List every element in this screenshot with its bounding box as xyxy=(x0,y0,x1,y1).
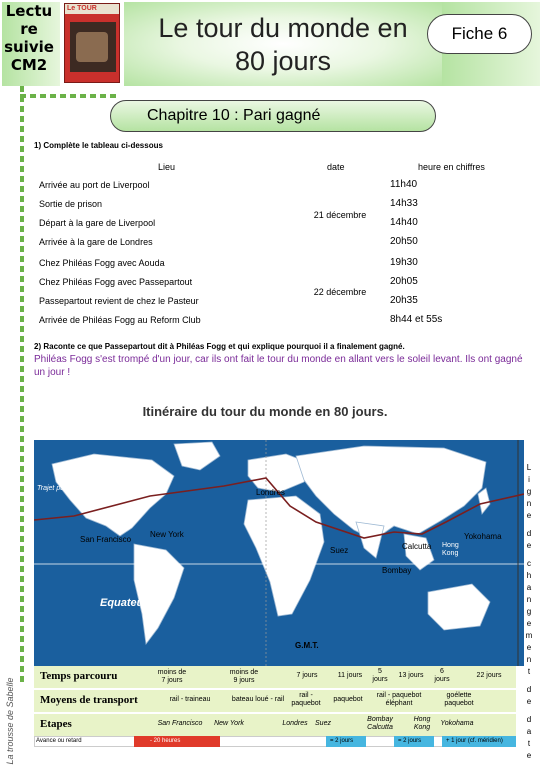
col-date: date xyxy=(327,162,345,172)
date-cell-1: 21 décembre xyxy=(313,210,367,220)
trajet-label: Trajet parcouru xyxy=(37,485,84,492)
table-row: Arrivée à la gare de Londres 20h50 xyxy=(39,236,418,247)
map-title: Itinéraire du tour du monde en 80 jours. xyxy=(142,404,388,419)
ligne-changement-date: L i g n e d e c h a n g e m e n t d e d a t e xyxy=(525,463,533,760)
title-banner xyxy=(124,2,442,86)
strip-etapes: Etapes San Francisco New York Londres Suez Bombay Calcutta Hong Kong Yokohama xyxy=(34,714,516,736)
city-suez: Suez xyxy=(330,546,349,555)
city-san-francisco: San Francisco xyxy=(80,535,132,544)
table-row: Départ à la gare de Liverpool 14h40 xyxy=(39,217,418,228)
series-label: Lectu re suivie CM2 xyxy=(4,2,54,74)
equator-label: Equateur xyxy=(100,597,148,609)
gmt-label: G.M.T. xyxy=(295,641,319,650)
col-lieu: Lieu xyxy=(158,162,176,172)
table-row: Passepartout revient de chez le Pasteur 20h35 xyxy=(39,295,418,306)
decorative-dashed-line xyxy=(20,94,120,98)
credit-vertical: La trousse de Sabelle xyxy=(5,677,15,765)
book-cover-image xyxy=(64,3,120,83)
strip-moyens: Moyens de transport rail - traineau bateau loué - rail rail - paquebot paquebot rail - paquebot éléphant goélette paquebot xyxy=(34,690,516,712)
table-row: Arrivée de Philéas Fogg au Reform Club 8h44 et 55s xyxy=(39,314,443,325)
city-hong-kong: Hong Kong xyxy=(442,542,459,557)
city-bombay: Bombay xyxy=(382,566,412,575)
legend-strip: Avance ou retard - 20 heures = 2 jours = 2 jours + 1 jour (cf. méridien) xyxy=(34,736,516,747)
city-calcutta: Calcutta xyxy=(402,542,432,551)
question-2: 2) Raconte ce que Passepartout dit à Philéas Fogg et qui explique pourquoi il a finalement gagné. xyxy=(34,342,405,351)
city-londres: Londres xyxy=(256,488,285,497)
city-new-york: New York xyxy=(150,530,184,539)
col-heure: heure en chiffres xyxy=(418,162,485,172)
date-cell-2: 22 décembre xyxy=(313,287,367,297)
page-title: Le tour du monde en 80 jours xyxy=(158,13,408,76)
table-row: Chez Philéas Fogg avec Passepartout 20h05 xyxy=(39,276,418,287)
fiche-badge: Fiche 6 xyxy=(427,14,532,54)
table-row: Arrivée au port de Liverpool 11h40 xyxy=(39,179,418,190)
question-1: 1) Complète le tableau ci-dessous xyxy=(34,141,163,150)
answer-text: Philéas Fogg s'est trompé d'un jour, car ils ont fait le tour du monde en allant vers le soleil levant. Ils ont gagné un jour ! xyxy=(34,354,523,378)
itinerary-map xyxy=(34,394,530,664)
table-header xyxy=(34,158,530,175)
cover-title: Le TOUR xyxy=(67,5,97,12)
answer-table xyxy=(34,158,530,330)
strip-temps: Temps parcouru moins de 7 jours moins de 9 jours 7 jours 11 jours 5 jours 13 jours 6 jours 22 jours xyxy=(34,666,516,688)
table-row: Sortie de prison 14h33 xyxy=(39,198,418,209)
city-yokohama: Yokohama xyxy=(464,532,502,541)
chapter-title: Chapitre 10 : Pari gagné xyxy=(110,100,436,132)
table-row: Chez Philéas Fogg avec Aouda 19h30 xyxy=(39,257,418,268)
decorative-dashed-line xyxy=(20,86,24,686)
